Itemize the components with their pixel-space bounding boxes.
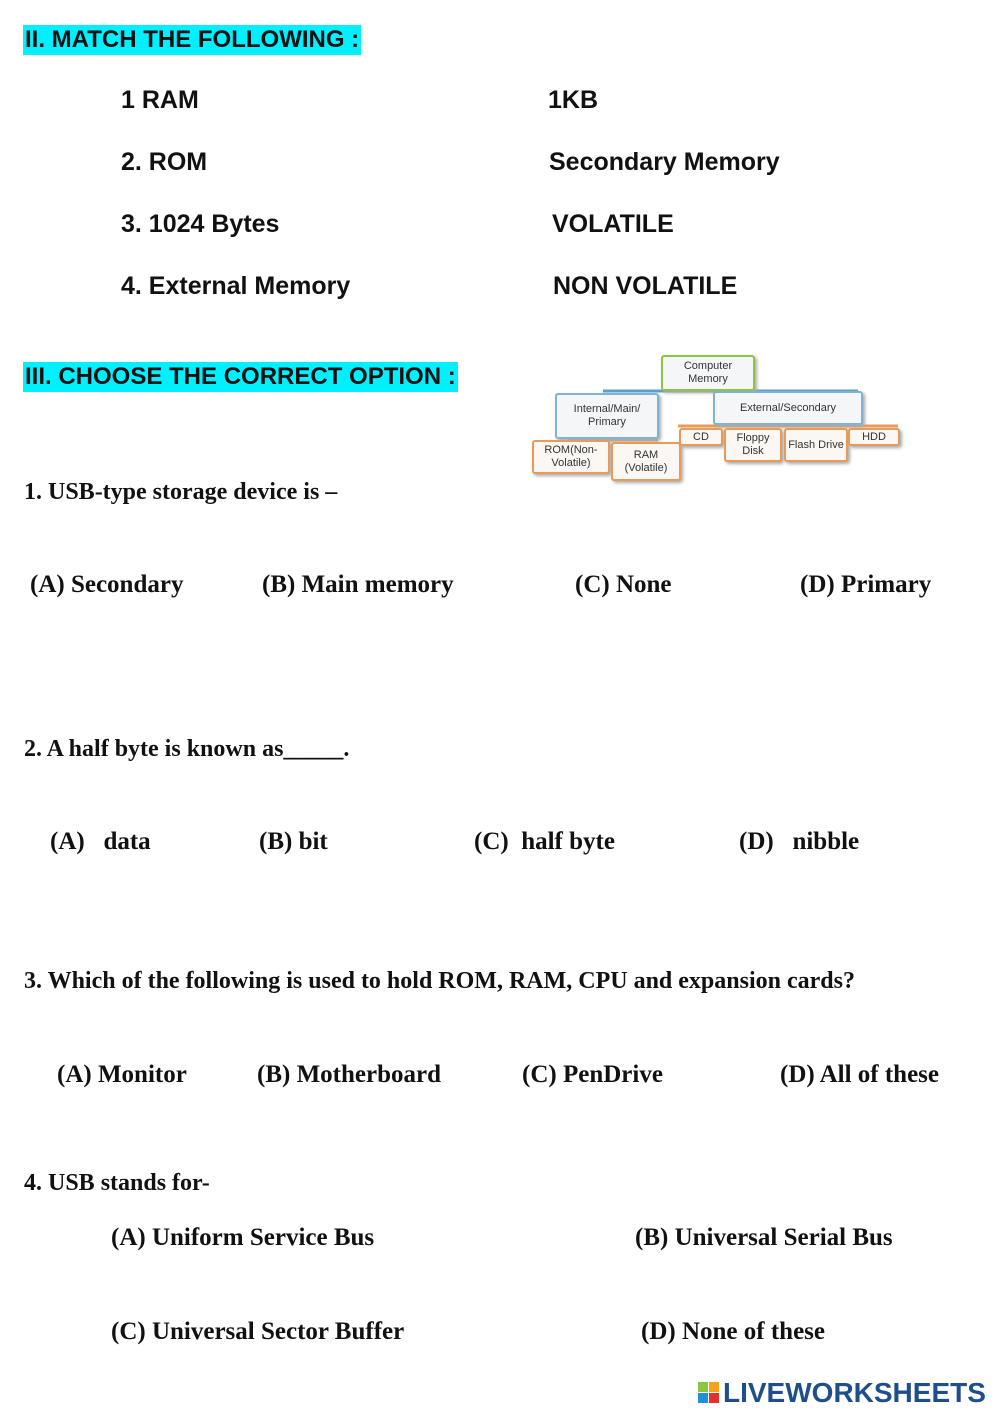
diagram-flash-box: [784, 428, 848, 462]
q4-option-b[interactable]: (B) Universal Serial Bus: [635, 1224, 893, 1251]
q4-option-a[interactable]: (A) Uniform Service Bus: [111, 1224, 375, 1251]
match-right-1[interactable]: 1KB: [548, 86, 599, 114]
q1-option-b[interactable]: (B) Main memory: [262, 571, 454, 598]
q4-option-d[interactable]: (D) None of these: [641, 1318, 825, 1345]
diagram-floppy-label: Floppy Disk: [736, 432, 770, 457]
match-right-4[interactable]: NON VOLATILE: [553, 272, 738, 300]
diagram-external-box: [713, 391, 863, 425]
q3-option-a[interactable]: (A) Monitor: [57, 1061, 187, 1088]
match-left-4: 4. External Memory: [121, 272, 351, 300]
match-left-1: 1 RAM: [121, 86, 199, 114]
question-2-text: 2. A half byte is known as_____.: [24, 736, 350, 762]
diagram-flash-label: Flash Drive: [788, 438, 844, 451]
q3-option-d[interactable]: (D) All of these: [780, 1061, 939, 1088]
diagram-hdd-label: HDD: [862, 430, 886, 443]
diagram-root-box: [661, 355, 755, 391]
q3-option-c[interactable]: (C) PenDrive: [522, 1061, 663, 1088]
diagram-root-label: Computer Memory: [683, 360, 733, 385]
match-section-heading: II. MATCH THE FOLLOWING :: [25, 26, 360, 53]
q2-option-c[interactable]: (C) half byte: [474, 828, 615, 855]
choose-section-heading: III. CHOOSE THE CORRECT OPTION :: [25, 363, 456, 390]
question-3-text: 3. Which of the following is used to hold ROM, RAM, CPU and expansion cards?: [24, 968, 855, 994]
diagram-internal-box: [555, 393, 659, 439]
diagram-cd-box: [679, 428, 723, 446]
diagram-floppy-box: [724, 428, 782, 462]
q2-option-b[interactable]: (B) bit: [259, 828, 328, 855]
match-left-2: 2. ROM: [121, 148, 208, 176]
diagram-internal-label: Internal/Main/ Primary: [573, 403, 641, 428]
diagram-hdd-box: [848, 428, 900, 446]
q2-option-d[interactable]: (D) nibble: [739, 828, 860, 855]
q1-option-d[interactable]: (D) Primary: [800, 571, 932, 598]
match-left-3: 3. 1024 Bytes: [121, 210, 280, 238]
question-1-text: 1. USB-type storage device is –: [24, 479, 338, 505]
logo-text: LIVEWORKSHEETS: [723, 1377, 986, 1408]
logo-grid-icon: [698, 1382, 720, 1404]
diagram-external-label: External/Secondary: [740, 401, 836, 414]
q2-option-a[interactable]: (A) data: [50, 828, 151, 855]
diagram-rom-label: ROM(Non- Volatile): [544, 444, 598, 469]
q1-option-a[interactable]: (A) Secondary: [30, 571, 184, 598]
diagram-rom-box: [532, 440, 610, 474]
match-right-3[interactable]: VOLATILE: [552, 210, 674, 238]
match-right-2[interactable]: Secondary Memory: [549, 148, 780, 176]
q1-option-c[interactable]: (C) None: [575, 571, 672, 598]
q4-option-c[interactable]: (C) Universal Sector Buffer: [111, 1318, 405, 1345]
diagram-ram-box: [611, 442, 681, 481]
diagram-cd-label: CD: [693, 430, 709, 443]
q3-option-b[interactable]: (B) Motherboard: [257, 1061, 441, 1088]
question-4-text: 4. USB stands for-: [24, 1170, 210, 1196]
memory-diagram: [528, 352, 908, 482]
diagram-ram-label: RAM (Volatile): [624, 448, 668, 474]
liveworksheets-logo[interactable]: [698, 1378, 986, 1408]
